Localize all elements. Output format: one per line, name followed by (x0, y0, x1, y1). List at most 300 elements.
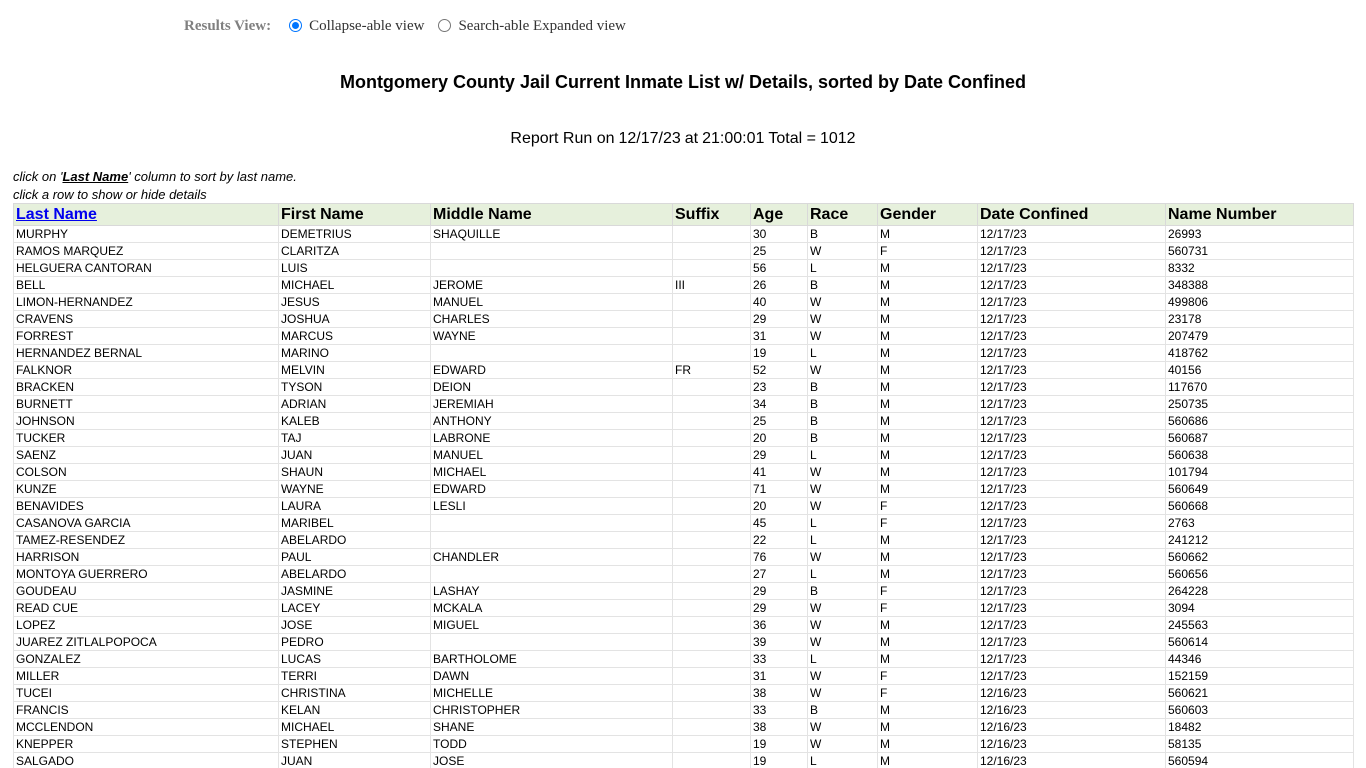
table-row[interactable] (14, 243, 1354, 260)
cell-gender: F (878, 685, 978, 702)
cell-name-number: 207479 (1166, 328, 1354, 345)
cell-first-name: TERRI (279, 668, 431, 685)
table-row[interactable] (14, 328, 1354, 345)
table-row[interactable] (14, 311, 1354, 328)
table-row[interactable] (14, 260, 1354, 277)
cell-first-name: JUAN (279, 753, 431, 768)
cell-last-name: KUNZE (14, 481, 279, 498)
cell-middle-name: BARTHOLOME (431, 651, 673, 668)
cell-race: W (808, 617, 878, 634)
cell-suffix (673, 719, 751, 736)
expanded-view-label[interactable]: Search-able Expanded view (458, 17, 626, 34)
cell-gender: M (878, 294, 978, 311)
cell-suffix (673, 226, 751, 243)
cell-age: 26 (751, 277, 808, 294)
cell-race: L (808, 447, 878, 464)
cell-age: 71 (751, 481, 808, 498)
cell-first-name: MICHAEL (279, 277, 431, 294)
cell-date-confined: 12/17/23 (978, 668, 1166, 685)
cell-first-name: LACEY (279, 600, 431, 617)
cell-date-confined: 12/17/23 (978, 532, 1166, 549)
table-row[interactable] (14, 583, 1354, 600)
cell-last-name: GONZALEZ (14, 651, 279, 668)
cell-last-name: JUAREZ ZITLALPOPOCA (14, 634, 279, 651)
table-row[interactable] (14, 634, 1354, 651)
cell-first-name: MARINO (279, 345, 431, 362)
cell-name-number: 3094 (1166, 600, 1354, 617)
table-row[interactable] (14, 600, 1354, 617)
cell-first-name: JOSE (279, 617, 431, 634)
cell-race: B (808, 226, 878, 243)
cell-first-name: TAJ (279, 430, 431, 447)
cell-name-number: 560649 (1166, 481, 1354, 498)
cell-race: W (808, 685, 878, 702)
cell-name-number: 2763 (1166, 515, 1354, 532)
table-row[interactable] (14, 515, 1354, 532)
cell-gender: M (878, 345, 978, 362)
cell-race: W (808, 498, 878, 515)
cell-middle-name: EDWARD (431, 481, 673, 498)
cell-date-confined: 12/17/23 (978, 396, 1166, 413)
table-row[interactable] (14, 481, 1354, 498)
cell-first-name: LUIS (279, 260, 431, 277)
cell-first-name: JUAN (279, 447, 431, 464)
cell-last-name: BENAVIDES (14, 498, 279, 515)
cell-middle-name (431, 243, 673, 260)
cell-name-number: 26993 (1166, 226, 1354, 243)
cell-middle-name (431, 345, 673, 362)
cell-last-name: CASANOVA GARCIA (14, 515, 279, 532)
cell-age: 34 (751, 396, 808, 413)
cell-last-name: BURNETT (14, 396, 279, 413)
column-header-last-name[interactable] (14, 204, 279, 226)
cell-age: 23 (751, 379, 808, 396)
cell-gender: M (878, 481, 978, 498)
cell-suffix (673, 345, 751, 362)
cell-last-name: MONTOYA GUERRERO (14, 566, 279, 583)
table-row[interactable] (14, 549, 1354, 566)
column-header-first-name: First Name (279, 204, 431, 226)
cell-date-confined: 12/17/23 (978, 379, 1166, 396)
cell-suffix (673, 379, 751, 396)
cell-name-number: 560687 (1166, 430, 1354, 447)
cell-name-number: 560668 (1166, 498, 1354, 515)
cell-first-name: KELAN (279, 702, 431, 719)
cell-age: 19 (751, 736, 808, 753)
table-row[interactable] (14, 362, 1354, 379)
cell-gender: M (878, 549, 978, 566)
cell-gender: M (878, 702, 978, 719)
column-header-name-number: Name Number (1166, 204, 1354, 226)
cell-suffix (673, 481, 751, 498)
cell-suffix (673, 515, 751, 532)
cell-first-name: ABELARDO (279, 532, 431, 549)
cell-race: B (808, 379, 878, 396)
cell-name-number: 418762 (1166, 345, 1354, 362)
results-view-label: Results View: (184, 17, 272, 34)
cell-date-confined: 12/17/23 (978, 362, 1166, 379)
cell-suffix (673, 498, 751, 515)
cell-first-name: LAURA (279, 498, 431, 515)
cell-first-name: MICHAEL (279, 719, 431, 736)
cell-middle-name: MICHAEL (431, 464, 673, 481)
cell-middle-name: LABRONE (431, 430, 673, 447)
cell-age: 22 (751, 532, 808, 549)
cell-age: 31 (751, 328, 808, 345)
cell-gender: M (878, 753, 978, 768)
cell-date-confined: 12/17/23 (978, 583, 1166, 600)
cell-middle-name: JEROME (431, 277, 673, 294)
cell-date-confined: 12/17/23 (978, 345, 1166, 362)
cell-name-number: 40156 (1166, 362, 1354, 379)
cell-date-confined: 12/17/23 (978, 600, 1166, 617)
cell-first-name: JOSHUA (279, 311, 431, 328)
cell-age: 25 (751, 243, 808, 260)
cell-gender: M (878, 226, 978, 243)
cell-name-number: 560594 (1166, 753, 1354, 768)
table-row[interactable] (14, 668, 1354, 685)
cell-name-number: 560662 (1166, 549, 1354, 566)
cell-name-number: 44346 (1166, 651, 1354, 668)
cell-gender: M (878, 651, 978, 668)
sort-instruction (13, 168, 297, 186)
cell-gender: M (878, 464, 978, 481)
cell-race: B (808, 277, 878, 294)
cell-suffix (673, 685, 751, 702)
cell-name-number: 18482 (1166, 719, 1354, 736)
cell-first-name: SHAUN (279, 464, 431, 481)
collapse-view-option[interactable] (289, 18, 424, 35)
table-row[interactable] (14, 294, 1354, 311)
report-run-info (0, 130, 1366, 148)
cell-age: 29 (751, 583, 808, 600)
cell-suffix (673, 328, 751, 345)
cell-suffix (673, 430, 751, 447)
cell-gender: M (878, 736, 978, 753)
table-row[interactable] (14, 719, 1354, 736)
cell-race: W (808, 243, 878, 260)
table-row[interactable] (14, 566, 1354, 583)
cell-middle-name: MANUEL (431, 294, 673, 311)
cell-date-confined: 12/16/23 (978, 702, 1166, 719)
column-header-gender: Gender (878, 204, 978, 226)
expanded-view-radio[interactable] (438, 19, 451, 32)
cell-middle-name: MIGUEL (431, 617, 673, 634)
cell-last-name: MURPHY (14, 226, 279, 243)
cell-gender: M (878, 532, 978, 549)
cell-age: 76 (751, 549, 808, 566)
cell-last-name: HARRISON (14, 549, 279, 566)
cell-first-name: PAUL (279, 549, 431, 566)
cell-name-number: 8332 (1166, 260, 1354, 277)
cell-last-name: CRAVENS (14, 311, 279, 328)
sort-instruction-prefix: click on ' (13, 169, 63, 184)
cell-age: 27 (751, 566, 808, 583)
table-row[interactable] (14, 498, 1354, 515)
cell-gender: F (878, 515, 978, 532)
report-total-label: Total = (768, 130, 816, 147)
cell-date-confined: 12/17/23 (978, 651, 1166, 668)
cell-gender: M (878, 617, 978, 634)
cell-last-name: LIMON-HERNANDEZ (14, 294, 279, 311)
cell-suffix (673, 617, 751, 634)
page-title: Montgomery County Jail Current Inmate List w/ Details, sorted by Date Confined (339, 72, 1027, 92)
cell-first-name: JESUS (279, 294, 431, 311)
cell-suffix: III (673, 277, 751, 294)
cell-name-number: 499806 (1166, 294, 1354, 311)
cell-race: W (808, 719, 878, 736)
cell-gender: M (878, 719, 978, 736)
cell-last-name: LOPEZ (14, 617, 279, 634)
cell-date-confined: 12/17/23 (978, 430, 1166, 447)
cell-last-name: TAMEZ-RESENDEZ (14, 532, 279, 549)
cell-last-name: JOHNSON (14, 413, 279, 430)
cell-age: 40 (751, 294, 808, 311)
cell-name-number: 560656 (1166, 566, 1354, 583)
cell-age: 36 (751, 617, 808, 634)
cell-age: 33 (751, 651, 808, 668)
cell-suffix (673, 243, 751, 260)
cell-suffix (673, 566, 751, 583)
cell-first-name: MELVIN (279, 362, 431, 379)
cell-name-number: 152159 (1166, 668, 1354, 685)
cell-name-number: 560603 (1166, 702, 1354, 719)
cell-first-name: ADRIAN (279, 396, 431, 413)
sort-by-last-name-link[interactable]: Last Name (16, 205, 97, 223)
report-total-count: 1012 (819, 130, 856, 147)
cell-suffix (673, 260, 751, 277)
cell-date-confined: 12/17/23 (978, 413, 1166, 430)
cell-race: W (808, 464, 878, 481)
cell-gender: F (878, 583, 978, 600)
table-row[interactable] (14, 226, 1354, 243)
cell-race: L (808, 566, 878, 583)
report-run-at: at (684, 130, 699, 147)
cell-age: 19 (751, 345, 808, 362)
cell-suffix (673, 736, 751, 753)
cell-date-confined: 12/17/23 (978, 311, 1166, 328)
cell-middle-name: MICHELLE (431, 685, 673, 702)
cell-date-confined: 12/17/23 (978, 464, 1166, 481)
cell-age: 19 (751, 753, 808, 768)
cell-gender: M (878, 379, 978, 396)
cell-last-name: BELL (14, 277, 279, 294)
table-row[interactable] (14, 532, 1354, 549)
cell-date-confined: 12/16/23 (978, 736, 1166, 753)
cell-gender: F (878, 668, 978, 685)
cell-date-confined: 12/17/23 (978, 634, 1166, 651)
cell-gender: M (878, 566, 978, 583)
table-row[interactable] (14, 685, 1354, 702)
cell-first-name: WAYNE (279, 481, 431, 498)
table-row[interactable] (14, 736, 1354, 753)
cell-age: 31 (751, 668, 808, 685)
table-row[interactable] (14, 277, 1354, 294)
table-row[interactable] (14, 430, 1354, 447)
cell-age: 25 (751, 413, 808, 430)
cell-age: 45 (751, 515, 808, 532)
cell-middle-name (431, 532, 673, 549)
results-view-selector (184, 16, 640, 36)
cell-middle-name: CHARLES (431, 311, 673, 328)
cell-suffix (673, 464, 751, 481)
cell-first-name: MARIBEL (279, 515, 431, 532)
report-run-time: 21:00:01 (702, 130, 765, 147)
report-run-prefix: Report Run on (510, 130, 615, 147)
cell-date-confined: 12/17/23 (978, 498, 1166, 515)
cell-date-confined: 12/16/23 (978, 685, 1166, 702)
cell-last-name: HERNANDEZ BERNAL (14, 345, 279, 362)
cell-name-number: 560731 (1166, 243, 1354, 260)
cell-name-number: 23178 (1166, 311, 1354, 328)
cell-name-number: 560686 (1166, 413, 1354, 430)
cell-name-number: 117670 (1166, 379, 1354, 396)
cell-race: L (808, 345, 878, 362)
cell-race: L (808, 651, 878, 668)
cell-last-name: FRANCIS (14, 702, 279, 719)
cell-race: W (808, 362, 878, 379)
cell-age: 29 (751, 447, 808, 464)
cell-first-name: STEPHEN (279, 736, 431, 753)
cell-date-confined: 12/17/23 (978, 566, 1166, 583)
cell-race: B (808, 396, 878, 413)
cell-gender: M (878, 430, 978, 447)
table-row[interactable] (14, 617, 1354, 634)
cell-race: W (808, 311, 878, 328)
cell-date-confined: 12/17/23 (978, 447, 1166, 464)
cell-middle-name: DEION (431, 379, 673, 396)
cell-race: W (808, 668, 878, 685)
cell-gender: M (878, 447, 978, 464)
cell-suffix (673, 702, 751, 719)
column-header-suffix: Suffix (673, 204, 751, 226)
cell-first-name: JASMINE (279, 583, 431, 600)
cell-first-name: CHRISTINA (279, 685, 431, 702)
cell-date-confined: 12/16/23 (978, 719, 1166, 736)
cell-suffix (673, 294, 751, 311)
cell-last-name: RAMOS MARQUEZ (14, 243, 279, 260)
cell-suffix (673, 583, 751, 600)
toggle-instruction: click a row to show or hide details (13, 187, 207, 202)
cell-name-number: 560638 (1166, 447, 1354, 464)
cell-middle-name (431, 515, 673, 532)
cell-suffix (673, 311, 751, 328)
table-row[interactable] (14, 753, 1354, 768)
table-header-row (14, 204, 1354, 226)
cell-age: 56 (751, 260, 808, 277)
cell-age: 29 (751, 311, 808, 328)
cell-gender: M (878, 362, 978, 379)
cell-race: B (808, 702, 878, 719)
cell-last-name: TUCKER (14, 430, 279, 447)
cell-first-name: CLARITZA (279, 243, 431, 260)
cell-suffix (673, 753, 751, 768)
cell-name-number: 250735 (1166, 396, 1354, 413)
cell-suffix: FR (673, 362, 751, 379)
cell-first-name: ABELARDO (279, 566, 431, 583)
cell-first-name: MARCUS (279, 328, 431, 345)
cell-suffix (673, 600, 751, 617)
cell-race: W (808, 736, 878, 753)
cell-age: 52 (751, 362, 808, 379)
cell-age: 20 (751, 430, 808, 447)
cell-middle-name: SHAQUILLE (431, 226, 673, 243)
cell-age: 33 (751, 702, 808, 719)
cell-last-name: COLSON (14, 464, 279, 481)
report-run-date: 12/17/23 (618, 130, 681, 147)
cell-last-name: KNEPPER (14, 736, 279, 753)
cell-first-name: PEDRO (279, 634, 431, 651)
cell-middle-name: LASHAY (431, 583, 673, 600)
instructions (13, 168, 297, 204)
collapse-view-label[interactable]: Collapse-able view (309, 17, 425, 34)
cell-middle-name (431, 260, 673, 277)
cell-gender: M (878, 634, 978, 651)
cell-date-confined: 12/17/23 (978, 617, 1166, 634)
cell-gender: F (878, 498, 978, 515)
cell-suffix (673, 634, 751, 651)
inmate-table (13, 203, 1354, 768)
cell-race: L (808, 532, 878, 549)
cell-race: L (808, 260, 878, 277)
table-row[interactable] (14, 464, 1354, 481)
cell-last-name: TUCEI (14, 685, 279, 702)
cell-race: W (808, 549, 878, 566)
table-row[interactable] (14, 447, 1354, 464)
collapse-view-radio[interactable] (289, 19, 302, 32)
cell-first-name: DEMETRIUS (279, 226, 431, 243)
cell-middle-name: MANUEL (431, 447, 673, 464)
cell-date-confined: 12/17/23 (978, 481, 1166, 498)
column-header-date-confined: Date Confined (978, 204, 1166, 226)
cell-age: 29 (751, 600, 808, 617)
table-row[interactable] (14, 379, 1354, 396)
cell-name-number: 348388 (1166, 277, 1354, 294)
table-row[interactable] (14, 413, 1354, 430)
cell-first-name: LUCAS (279, 651, 431, 668)
cell-age: 39 (751, 634, 808, 651)
cell-name-number: 101794 (1166, 464, 1354, 481)
cell-suffix (673, 396, 751, 413)
cell-date-confined: 12/17/23 (978, 294, 1166, 311)
cell-middle-name (431, 634, 673, 651)
cell-first-name: TYSON (279, 379, 431, 396)
cell-suffix (673, 447, 751, 464)
cell-age: 38 (751, 685, 808, 702)
cell-name-number: 245563 (1166, 617, 1354, 634)
table-row[interactable] (14, 702, 1354, 719)
cell-date-confined: 12/17/23 (978, 328, 1166, 345)
table-row[interactable] (14, 396, 1354, 413)
cell-date-confined: 12/17/23 (978, 260, 1166, 277)
cell-suffix (673, 549, 751, 566)
cell-suffix (673, 413, 751, 430)
cell-age: 41 (751, 464, 808, 481)
cell-last-name: FALKNOR (14, 362, 279, 379)
table-row[interactable] (14, 345, 1354, 362)
cell-race: L (808, 753, 878, 768)
column-header-race: Race (808, 204, 878, 226)
table-row[interactable] (14, 651, 1354, 668)
cell-last-name: GOUDEAU (14, 583, 279, 600)
cell-date-confined: 12/17/23 (978, 226, 1166, 243)
cell-race: B (808, 430, 878, 447)
expanded-view-option[interactable] (438, 18, 625, 35)
cell-race: L (808, 515, 878, 532)
cell-last-name: SAENZ (14, 447, 279, 464)
cell-middle-name: EDWARD (431, 362, 673, 379)
cell-last-name: BRACKEN (14, 379, 279, 396)
